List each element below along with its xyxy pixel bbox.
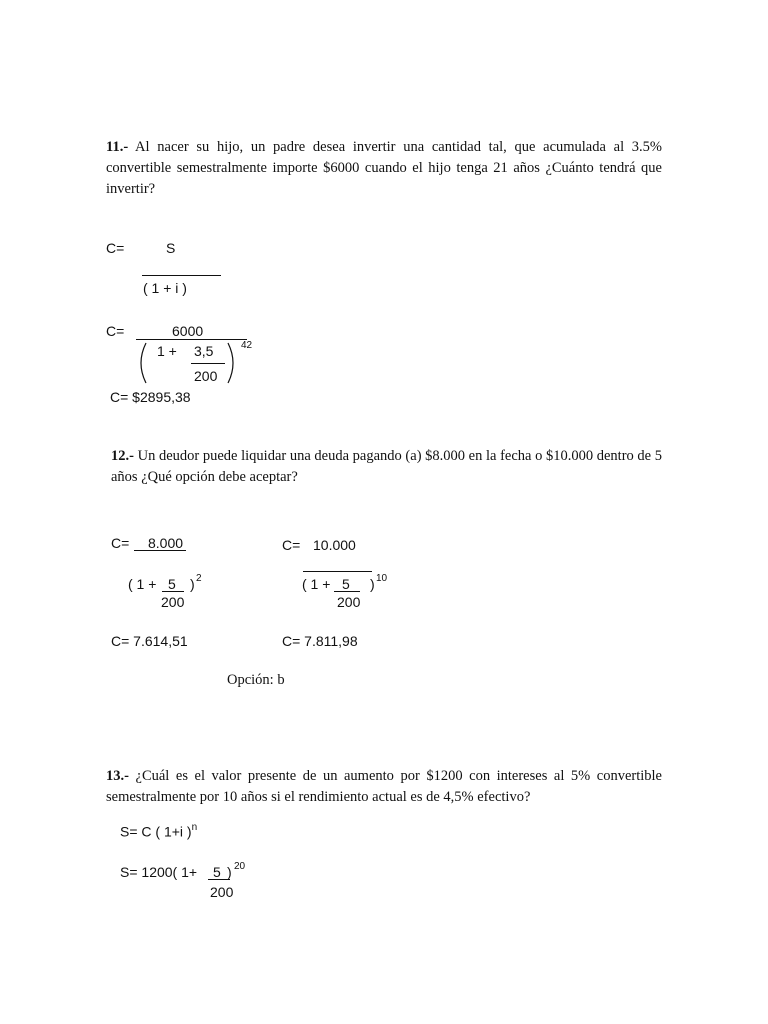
p13-formula2-close: ) [227, 864, 232, 880]
p12a-numerator-underline [134, 550, 186, 551]
p12b-frac-numerator: 5 [342, 576, 350, 592]
p11-formula2-inner-bar [191, 363, 225, 364]
right-paren-icon [226, 341, 240, 385]
p13-formula1 [120, 823, 197, 840]
problem-13-text: ¿Cuál es el valor presente de un aumento por $1200 con intereses al 5% convertible semestralmente por 10 años si el rendimiento actual es de 4,5% efectivo? [106, 768, 662, 805]
p12a-lhs: C= [111, 535, 130, 551]
p11-formula2-exponent: 42 [241, 340, 253, 351]
p11-formula1-denominator: ( 1 + i ) [143, 280, 187, 296]
p12a-exponent: 2 [196, 573, 202, 584]
p11-formula1-fraction-bar [142, 275, 221, 276]
p12a-den-close: ) [190, 576, 195, 592]
problem-13-number: 13.- [106, 768, 129, 784]
p11-formula2-numerator: 6000 [172, 323, 204, 339]
p11-formula2-one-plus: 1 + [157, 343, 177, 359]
problem-13-statement [106, 766, 662, 808]
p12b-frac-denominator: 200 [337, 594, 361, 610]
p13-formula2-exponent: 20 [234, 861, 246, 872]
p11-result: C= $2895,38 [110, 389, 191, 405]
problem-12-number: 12.- [111, 448, 134, 464]
p12a-numerator: 8.000 [148, 535, 184, 551]
p12b-den-close: ) [370, 576, 375, 592]
problem-12-text: Un deudor puede liquidar una deuda pagando (a) $8.000 en la fecha o $10.000 dentro de 5 años ¿Qué opción debe aceptar? [111, 448, 662, 485]
p12b-den-open: ( 1 + [302, 576, 331, 592]
p12b-result: C= 7.811,98 [282, 633, 358, 649]
problem-12-statement [111, 446, 662, 488]
p13-formula1-exponent: n [191, 822, 198, 833]
p12-option: Opción: b [227, 672, 285, 688]
p13-formula2-frac-numerator: 5 [213, 864, 221, 880]
problem-11-statement [106, 137, 662, 200]
p11-formula2-fraction-bar [136, 339, 247, 340]
p11-formula2-frac-numerator: 3,5 [194, 343, 214, 359]
p12a-frac-numerator: 5 [168, 576, 176, 592]
p12a-result: C= 7.614,51 [111, 633, 188, 649]
p12b-inner-bar [334, 591, 360, 592]
p12a-inner-bar [162, 591, 184, 592]
p12a-den-open: ( 1 + [128, 576, 157, 592]
p11-formula2-frac-denominator: 200 [194, 368, 218, 384]
problem-11-text: Al nacer su hijo, un padre desea invertir una cantidad tal, que acumulada al 3.5% convertible semestralmente importe $6000 cuando el hijo tenga 21 años ¿Cuánto tendrá que invertir? [106, 139, 662, 197]
p12a-frac-denominator: 200 [161, 594, 185, 610]
p12b-fraction-bar [303, 571, 372, 572]
p12b-numerator: 10.000 [313, 537, 356, 553]
p11-formula2-lhs: C= [106, 323, 125, 339]
p11-formula1-numerator: S [166, 240, 176, 256]
problem-11-number: 11.- [106, 139, 129, 155]
p13-formula1-text: S= C ( 1+i ) [120, 823, 192, 840]
p11-formula1-lhs: C= [106, 240, 125, 256]
p12b-exponent: 10 [376, 573, 388, 584]
p12b-lhs: C= [282, 537, 301, 553]
left-paren-icon [134, 341, 148, 385]
p13-formula2-frac-denominator: 200 [210, 884, 234, 900]
p13-formula2-text: S= 1200( 1+ [120, 864, 198, 880]
